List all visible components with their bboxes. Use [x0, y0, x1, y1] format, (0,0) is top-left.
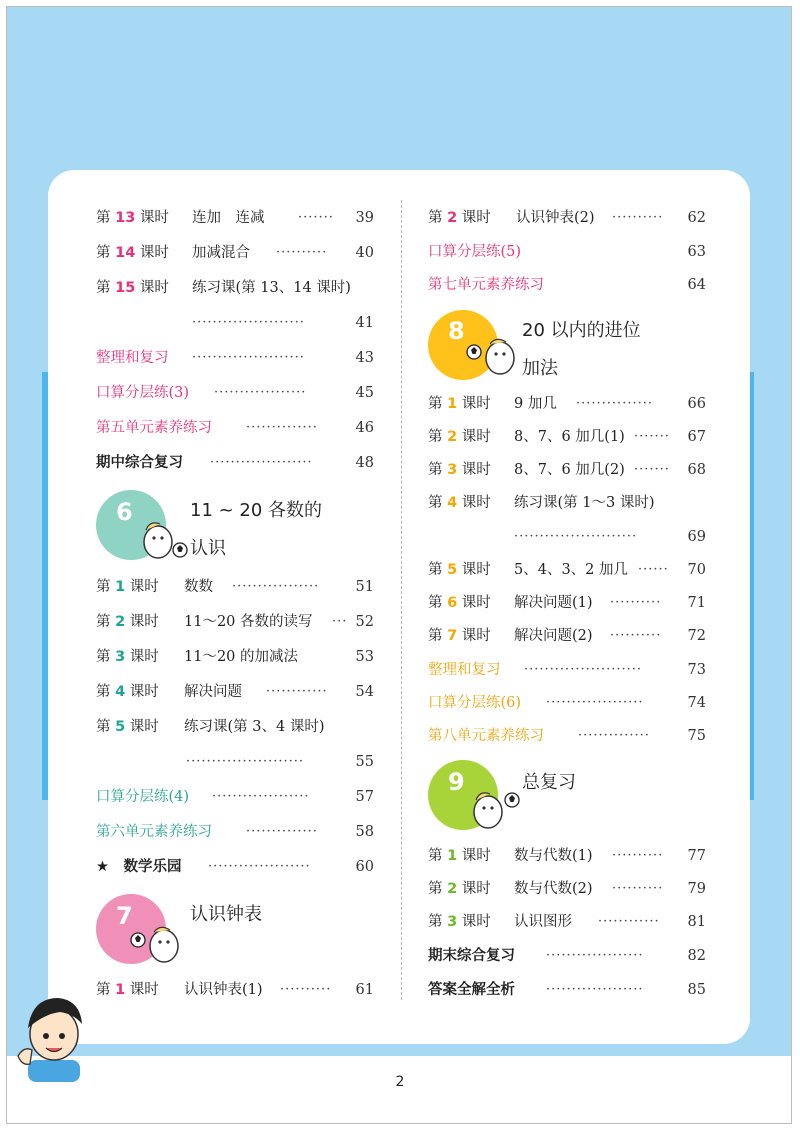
dinosaur-mascot-icon	[136, 512, 192, 562]
lesson-title: 9 加几	[514, 396, 557, 412]
lesson-label: 第 1 课时	[428, 396, 491, 412]
section-title: 期中综合复习	[96, 455, 183, 471]
section-title: 期末综合复习	[428, 948, 515, 964]
lesson-title: 练习课(第 3、4 课时)	[184, 719, 325, 735]
lesson-title: 认识钟表(1)	[184, 982, 263, 998]
leader-dots: ···················	[546, 695, 644, 710]
leader-dots: ·······················	[524, 662, 643, 677]
section-title: 第五单元素养练习	[96, 420, 212, 436]
lesson-label: 第 2 课时	[96, 614, 159, 630]
toc-row[interactable]	[428, 558, 706, 582]
lesson-label: 第 14 课时	[96, 245, 169, 261]
unit-6-title-line1: 11 ~ 20 各数的	[190, 500, 323, 521]
leader-dots: ··········	[276, 245, 328, 260]
leader-dots: ························	[514, 529, 638, 544]
lesson-title: 5、4、3、2 加几	[514, 562, 629, 578]
toc-row-continued[interactable]	[96, 311, 374, 335]
unit-8-title-line1: 20 以内的进位	[522, 320, 641, 341]
lesson-title: 练习课(第 1～3 课时)	[514, 495, 655, 511]
lesson-label: 第 7 课时	[428, 628, 491, 644]
lesson-title: 加减混合	[192, 245, 250, 261]
unit-8-number: 8	[448, 317, 465, 345]
toc-row[interactable]	[428, 206, 706, 230]
lesson-label: 第 3 课时	[428, 914, 491, 930]
lesson-label: 第 1 课时	[96, 579, 159, 595]
section-title: 口算分层练(6)	[428, 695, 522, 711]
section-title: 答案全解全析	[428, 982, 515, 998]
page-ref: 40	[355, 245, 374, 261]
lesson-title: 连加 连减	[192, 210, 265, 226]
page-ref: 60	[355, 859, 374, 875]
leader-dots: ···················	[212, 789, 310, 804]
leader-dots: ············	[598, 914, 660, 929]
lesson-label: 第 2 课时	[428, 429, 491, 445]
lesson-title: 数与代数(2)	[514, 881, 593, 897]
lesson-label: 第 6 课时	[428, 595, 491, 611]
page-ref: 79	[687, 881, 706, 897]
leader-dots: ···················	[546, 948, 644, 963]
unit-9-number: 9	[448, 768, 465, 796]
lesson-title: 解决问题(1)	[514, 595, 593, 611]
leader-dots: ····················	[208, 859, 311, 874]
leader-dots: ·······	[298, 210, 334, 225]
toc-extra-row[interactable]	[428, 691, 706, 715]
leader-dots: ·················	[232, 579, 320, 594]
page-ref: 43	[355, 350, 374, 366]
lesson-label: 第 4 课时	[428, 495, 491, 511]
leader-dots: ··············	[578, 728, 650, 743]
page-ref: 39	[355, 210, 374, 226]
page-ref: 75	[687, 728, 706, 744]
leader-dots: ··············	[246, 420, 318, 435]
unit-7-number: 7	[116, 902, 133, 930]
unit-9-title: 总复习	[522, 772, 576, 793]
dinosaur-mascot-icon	[466, 782, 526, 832]
leader-dots: ··········	[612, 881, 664, 896]
lesson-title: 11～20 的加减法	[184, 649, 299, 665]
toc-extra-row[interactable]	[428, 658, 706, 682]
leader-dots: ·······················	[186, 754, 305, 769]
page-ref: 57	[355, 789, 374, 805]
lesson-label: 第 5 课时	[96, 719, 159, 735]
page-ref: 45	[355, 385, 374, 401]
section-title: ★ 数学乐园	[96, 859, 182, 875]
lesson-label: 第 4 课时	[96, 684, 159, 700]
leader-dots: ··········	[612, 848, 664, 863]
toc-row[interactable]	[428, 425, 706, 449]
lesson-label: 第 1 课时	[428, 848, 491, 864]
page-ref: 61	[355, 982, 374, 998]
toc-row[interactable]	[428, 624, 706, 648]
lesson-label: 第 2 课时	[428, 210, 491, 226]
lesson-title: 8、7、6 加几(2)	[514, 462, 625, 478]
leader-dots: ··················	[214, 385, 307, 400]
page-ref: 66	[687, 396, 706, 412]
lesson-title: 解决问题	[184, 684, 242, 700]
page-ref: 55	[355, 754, 374, 770]
toc-row[interactable]	[96, 978, 374, 1002]
dinosaur-mascot-icon	[126, 920, 186, 966]
leader-dots: ············	[266, 684, 328, 699]
section-title: 口算分层练(3)	[96, 385, 190, 401]
lesson-title: 数数	[184, 579, 213, 595]
lesson-label: 第 1 课时	[96, 982, 159, 998]
page-ref: 46	[355, 420, 374, 436]
lesson-title: 练习课(第 13、14 课时)	[192, 280, 351, 296]
toc-row[interactable]	[428, 491, 706, 515]
page-ref: 71	[687, 595, 706, 611]
lesson-label: 第 3 课时	[428, 462, 491, 478]
page-ref: 58	[355, 824, 374, 840]
section-title: 口算分层练(5)	[428, 244, 522, 260]
toc-extra-row[interactable]	[96, 820, 374, 844]
toc-row[interactable]	[96, 241, 374, 265]
leader-dots: ··········	[612, 210, 664, 225]
lesson-title: 认识钟表(2)	[516, 210, 595, 226]
leader-dots: ······	[638, 562, 669, 577]
unit-7-title: 认识钟表	[190, 904, 262, 925]
toc-row[interactable]	[96, 206, 374, 230]
page-ref: 70	[687, 562, 706, 578]
leader-dots: ···	[332, 614, 348, 629]
page-ref: 51	[355, 579, 374, 595]
toc-extra-row[interactable]	[96, 416, 374, 440]
toc-extra-row[interactable]	[96, 381, 374, 405]
toc-row[interactable]	[96, 645, 374, 669]
dinosaur-mascot-icon	[460, 330, 520, 380]
toc-row[interactable]	[96, 715, 374, 739]
toc-extra-row[interactable]	[96, 451, 374, 475]
page-ref: 73	[687, 662, 706, 678]
lesson-label: 第 3 课时	[96, 649, 159, 665]
page-ref: 54	[355, 684, 374, 700]
leader-dots: ··········	[610, 628, 662, 643]
toc-extra-row[interactable]	[96, 785, 374, 809]
page-number: 2	[395, 1074, 405, 1090]
unit-6-number: 6	[116, 498, 133, 526]
toc-row[interactable]	[428, 392, 706, 416]
leader-dots: ·······	[634, 462, 670, 477]
page-ref: 64	[687, 277, 706, 293]
lesson-title: 数与代数(1)	[514, 848, 593, 864]
toc-extra-row[interactable]	[428, 978, 706, 1002]
toc-extra-row[interactable]	[96, 346, 374, 370]
page-ref: 48	[355, 455, 374, 471]
page-ref: 74	[687, 695, 706, 711]
page-ref: 62	[687, 210, 706, 226]
lesson-label: 第 15 课时	[96, 280, 169, 296]
page-ref: 41	[355, 315, 374, 331]
toc-extra-row[interactable]	[428, 273, 706, 297]
lesson-title: 认识图形	[514, 914, 572, 930]
toc-row[interactable]	[96, 610, 374, 634]
page-ref: 53	[355, 649, 374, 665]
leader-dots: ·······	[634, 429, 670, 444]
lesson-label: 第 13 课时	[96, 210, 169, 226]
leader-dots: ··············	[246, 824, 318, 839]
page-ref: 67	[687, 429, 706, 445]
section-title: 第八单元素养练习	[428, 728, 544, 744]
leader-dots: ··········	[610, 595, 662, 610]
page-ref: 77	[687, 848, 706, 864]
toc-extra-row[interactable]	[96, 855, 374, 879]
section-title: 整理和复习	[96, 350, 169, 366]
leader-dots: ······················	[192, 350, 305, 365]
lesson-label: 第 2 课时	[428, 881, 491, 897]
page-ref: 68	[687, 462, 706, 478]
section-title: 第六单元素养练习	[96, 824, 212, 840]
unit-8-title-line2: 加法	[522, 358, 558, 379]
lesson-title: 11～20 各数的读写	[184, 614, 313, 630]
page-ref: 72	[687, 628, 706, 644]
page-ref: 69	[687, 529, 706, 545]
page-ref: 63	[687, 244, 706, 260]
unit-6-title-line2: 认识	[190, 538, 226, 559]
lesson-label: 第 5 课时	[428, 562, 491, 578]
toc-row[interactable]	[428, 591, 706, 615]
toc-row-continued[interactable]	[428, 525, 706, 549]
boy-mascot-icon	[14, 990, 90, 1082]
toc-row[interactable]	[428, 844, 706, 868]
toc-extra-row[interactable]	[428, 240, 706, 264]
column-divider	[401, 200, 402, 1000]
leader-dots: ······················	[192, 315, 305, 330]
page-ref: 52	[355, 614, 374, 630]
section-title: 第七单元素养练习	[428, 277, 544, 293]
lesson-title: 解决问题(2)	[514, 628, 593, 644]
page-ref: 81	[687, 914, 706, 930]
toc-row[interactable]	[96, 680, 374, 704]
leader-dots: ···················	[546, 982, 644, 997]
toc-row[interactable]	[428, 877, 706, 901]
lesson-title: 8、7、6 加几(1)	[514, 429, 625, 445]
toc-row-continued[interactable]	[96, 750, 374, 774]
leader-dots: ··········	[280, 982, 332, 997]
leader-dots: ····················	[210, 455, 313, 470]
toc-row[interactable]	[96, 276, 374, 300]
leader-dots: ···············	[576, 396, 653, 411]
section-title: 口算分层练(4)	[96, 789, 190, 805]
toc-row[interactable]	[428, 910, 706, 934]
page-ref: 85	[687, 982, 706, 998]
section-title: 整理和复习	[428, 662, 501, 678]
toc-extra-row[interactable]	[428, 724, 706, 748]
toc-row[interactable]	[96, 575, 374, 599]
toc-extra-row[interactable]	[428, 944, 706, 968]
toc-row[interactable]	[428, 458, 706, 482]
page-ref: 82	[687, 948, 706, 964]
